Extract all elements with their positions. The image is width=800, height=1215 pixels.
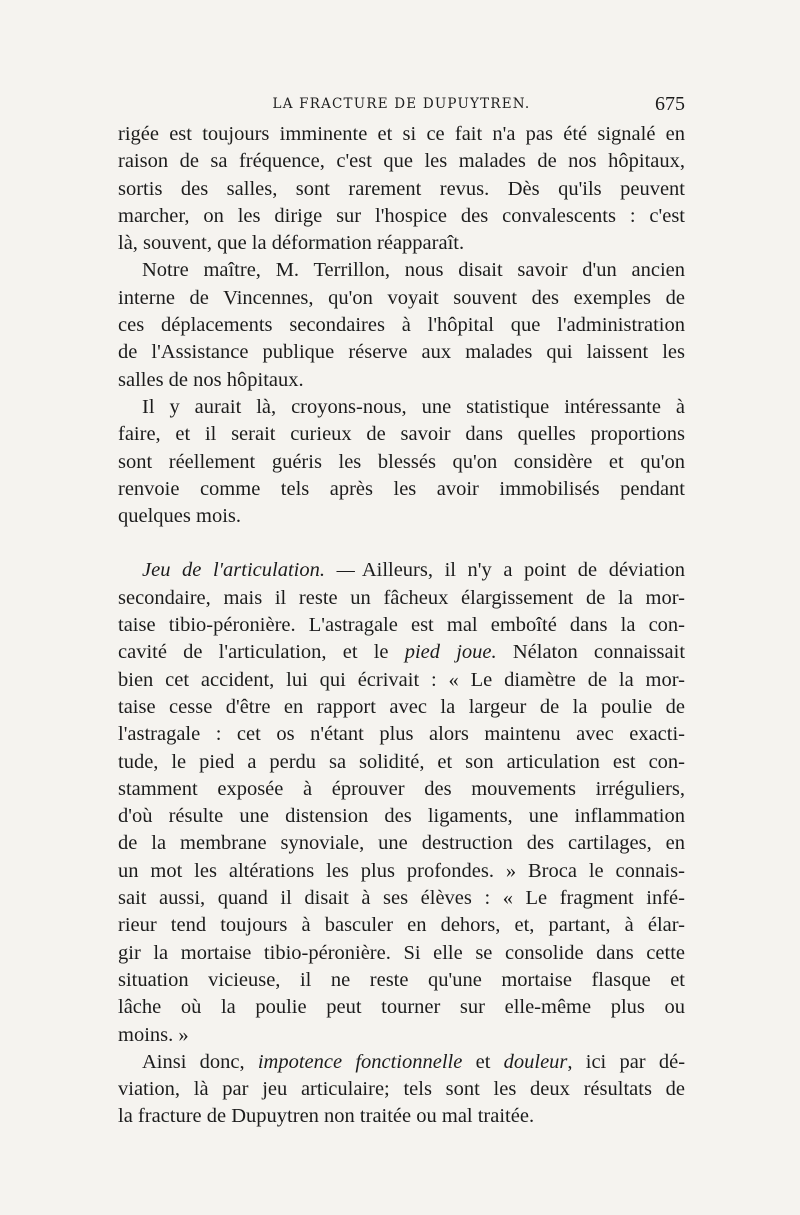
body-text — [118, 121, 685, 1131]
text-line: de la membrane synoviale, une destruction des cartilages, en — [118, 832, 685, 855]
text-line: moins. » — [118, 1023, 189, 1046]
text-line: Notre maître, M. Terrillon, nous disait savoir d'un ancien — [142, 259, 685, 282]
page-header — [118, 93, 685, 120]
running-title: LA FRACTURE DE DUPUYTREN. — [272, 96, 531, 112]
text-line-content: cavité de l'articulation, et le — [118, 641, 389, 664]
text-line-content: Nélaton connaissait — [512, 641, 686, 664]
text-line: situation vicieuse, il ne reste qu'une mortaise flasque et — [118, 968, 685, 991]
text-line: rieur tend toujours à basculer en dehors, et, partant, à élar- — [118, 914, 685, 937]
text-line: sait aussi, quand il disait à ses élèves : « Le fragment infé- — [118, 887, 685, 910]
text-line: bien cet accident, lui qui écrivait : « Le diamètre de la mor- — [118, 668, 685, 691]
text-line: ces déplacements secondaires à l'hôpital que l'administration — [118, 314, 685, 337]
text-line: quelques mois. — [118, 505, 241, 528]
text-line: marcher, on les dirige sur l'hospice des convalescents : c'est — [118, 204, 685, 227]
text-line — [118, 639, 685, 666]
text-line: raison de sa fréquence, c'est que les malades de nos hôpitaux, — [118, 150, 685, 173]
text-line: taise tibio-péronière. L'astragale est mal emboîté dans la con- — [118, 614, 685, 637]
text-line-content: Ailleurs, il n'y a point de déviation — [361, 559, 685, 582]
text-line: là, souvent, que la déformation réapparaît. — [118, 232, 465, 255]
text-line: stamment exposée à éprouver des mouvements irréguliers, — [118, 777, 685, 800]
text-line: Il y aurait là, croyons-nous, une statistique intéressante à — [142, 395, 685, 418]
text-line: l'astragale : cet os n'étant plus alors maintenu avec exacti- — [118, 723, 685, 746]
text-line — [118, 1049, 685, 1076]
text-line: la fracture de Dupuytren non traitée ou mal traitée. — [118, 1105, 535, 1128]
section-heading: Jeu de l'articulation. — — [142, 559, 355, 582]
emphasis-text: pied joue. — [404, 641, 497, 664]
text-line — [118, 557, 685, 584]
text-line: un mot les altérations les plus profondes. » Broca le connais- — [118, 859, 685, 882]
text-line: sortis des salles, sont rarement revus. Dès qu'ils peuvent — [118, 177, 685, 200]
text-line: secondaire, mais il reste un fâcheux élargissement de la mor- — [118, 586, 685, 609]
text-line: faire, et il serait curieux de savoir dans quelles proportions — [118, 423, 685, 446]
text-line: lâche où la poulie peut tourner sur elle-même plus ou — [118, 996, 685, 1019]
paragraph-gap — [118, 530, 685, 557]
text-line: d'où résulte une distension des ligaments, une inflammation — [118, 805, 685, 828]
text-line: gir la mortaise tibio-péronière. Si elle se consolide dans cette — [118, 941, 685, 964]
text-line: rigée est toujours imminente et si ce fait n'a pas été signalé en — [118, 123, 685, 145]
text-line-content: et — [475, 1050, 491, 1073]
text-line: de l'Assistance publique réserve aux malades qui laissent les — [118, 341, 685, 364]
text-line: viation, là par jeu articulaire; tels sont les deux résultats de — [118, 1078, 685, 1101]
text-line: tude, le pied a perdu sa solidité, et son articulation est con- — [118, 750, 685, 773]
text-line: interne de Vincennes, qu'on voyait souvent des exemples de — [118, 286, 685, 309]
text-line: sont réellement guéris les blessés qu'on considère et qu'on — [118, 450, 685, 473]
text-line: salles de nos hôpitaux. — [118, 368, 304, 391]
text-line: renvoie comme tels après les avoir immobilisés pendant — [118, 477, 685, 500]
text-line: taise cesse d'être en rapport avec la largeur de la poulie de — [118, 695, 685, 718]
text-line-content: , ici par dé- — [567, 1050, 686, 1073]
emphasis-text: impotence fonctionnelle — [257, 1050, 463, 1073]
page-number: 675 — [655, 93, 685, 115]
text-line-content: Ainsi donc, — [142, 1050, 245, 1073]
emphasis-text: douleur — [503, 1050, 568, 1073]
